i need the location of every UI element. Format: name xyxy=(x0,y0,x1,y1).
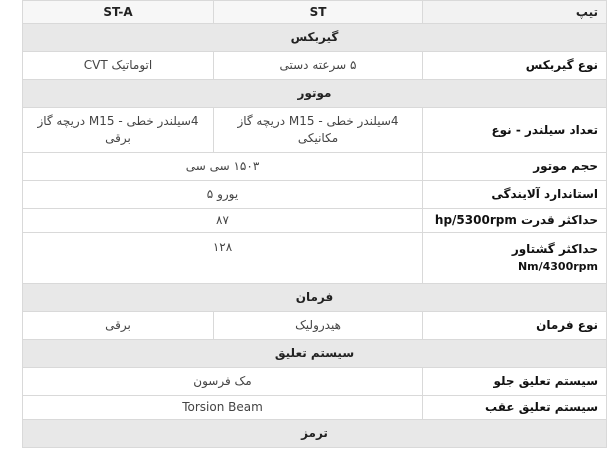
section-gearbox xyxy=(23,24,607,52)
table-header-row xyxy=(23,1,607,24)
table-row xyxy=(23,368,607,396)
row-label: تعداد سیلندر - نوع xyxy=(423,108,607,153)
row-value: ۸۷ xyxy=(23,209,423,233)
section-title: سیستم تعلیق xyxy=(23,340,607,368)
header-type-label: تیپ xyxy=(423,1,607,24)
table-row xyxy=(23,153,607,181)
row-label: حداکثر قدرت hp/5300rpm xyxy=(423,209,607,233)
row-label: سیستم تعلیق عقب xyxy=(423,396,607,420)
section-title: موتور xyxy=(23,80,607,108)
row-value-st-a: برقی xyxy=(23,312,214,340)
row-value-st-a: اتوماتیک CVT xyxy=(23,52,214,80)
section-suspension xyxy=(23,340,607,368)
section-brake xyxy=(23,420,607,448)
row-value-st-a: 4سیلندر خطی - M15 دریچه گاز برقی xyxy=(23,108,214,153)
row-value-st: 4سیلندر خطی - M15 دریچه گاز مکانیکی xyxy=(214,108,423,153)
section-steering xyxy=(23,284,607,312)
section-title: ترمز xyxy=(23,420,607,448)
table-row xyxy=(23,209,607,233)
row-value: Torsion Beam xyxy=(23,396,423,420)
table-row xyxy=(23,181,607,209)
row-value: ۱۲۸ xyxy=(23,233,423,284)
row-value-st: هیدرولیک xyxy=(214,312,423,340)
row-label-line2: Nm/4300rpm xyxy=(517,260,598,273)
spec-table xyxy=(22,0,607,448)
row-label-line1: حداکثر گشتاور xyxy=(511,242,598,256)
row-label: نوع گیربکس xyxy=(423,52,607,80)
table-row xyxy=(23,233,607,284)
section-title: گیربکس xyxy=(23,24,607,52)
row-value: یورو ۵ xyxy=(23,181,423,209)
section-title: فرمان xyxy=(23,284,607,312)
table-row xyxy=(23,312,607,340)
table-row xyxy=(23,108,607,153)
header-st-a: ST-A xyxy=(23,1,214,24)
header-st: ST xyxy=(214,1,423,24)
row-label: نوع فرمان xyxy=(423,312,607,340)
row-label xyxy=(423,233,607,284)
table-row xyxy=(23,396,607,420)
row-value-st: ۵ سرعته دستی xyxy=(214,52,423,80)
row-label: حجم موتور xyxy=(423,153,607,181)
row-label: سیستم تعلیق جلو xyxy=(423,368,607,396)
section-engine xyxy=(23,80,607,108)
row-label: استاندارد آلایندگی xyxy=(423,181,607,209)
row-value: ۱۵۰۳ سی سی xyxy=(23,153,423,181)
row-value: مک فرسون xyxy=(23,368,423,396)
table-row xyxy=(23,52,607,80)
